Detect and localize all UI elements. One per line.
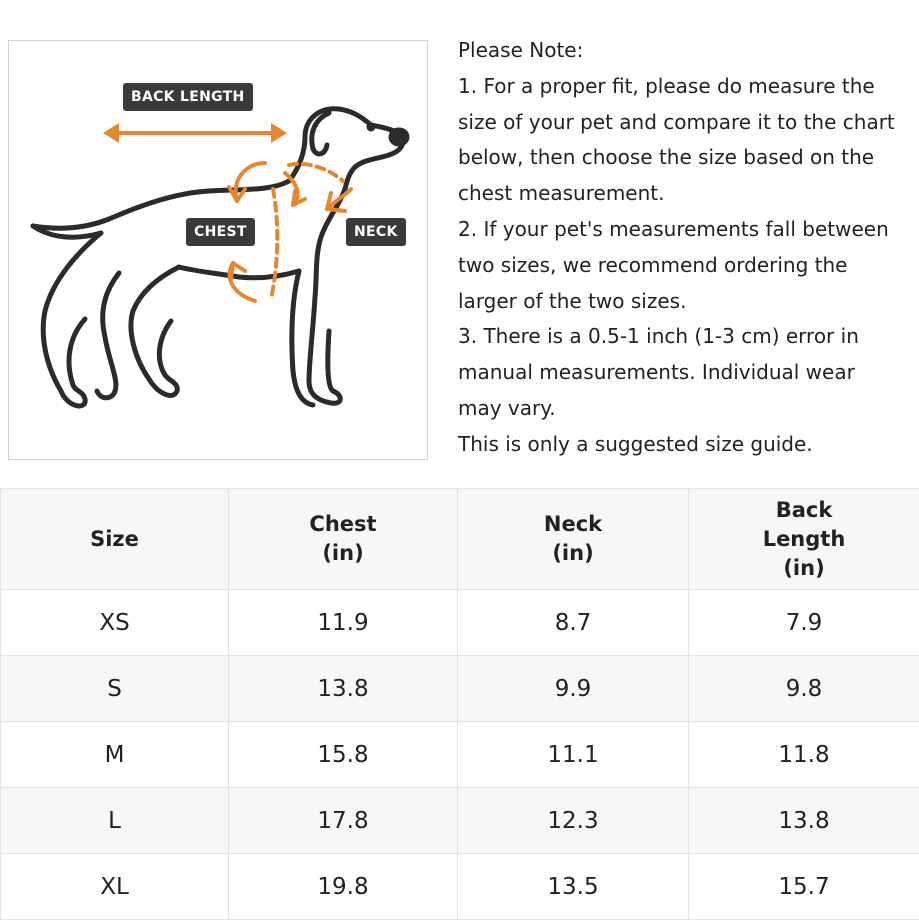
header-back-length: Back Length (in) xyxy=(689,489,919,590)
cell-size: XS xyxy=(1,590,229,656)
notes-line: size of your pet and compare it to the chart xyxy=(458,105,916,141)
chest-label: CHEST xyxy=(186,218,255,246)
cell-size: S xyxy=(1,656,229,722)
notes-heading: Please Note: xyxy=(458,33,916,69)
neck-label: NECK xyxy=(346,218,406,246)
notes-line: larger of the two sizes. xyxy=(458,284,916,320)
cell-chest: 13.8 xyxy=(229,656,458,722)
notes-line: 1. For a proper fit, please do measure the xyxy=(458,69,916,105)
header-chest: Chest (in) xyxy=(229,489,458,590)
measurement-diagram xyxy=(8,40,428,460)
size-notes xyxy=(458,33,916,463)
header-neck: Neck (in) xyxy=(458,489,689,590)
notes-line: manual measurements. Individual wear xyxy=(458,355,916,391)
cell-neck: 8.7 xyxy=(458,590,689,656)
cell-neck: 12.3 xyxy=(458,788,689,854)
table-header-row xyxy=(1,489,919,590)
notes-line: 3. There is a 0.5-1 inch (1-3 cm) error in xyxy=(458,319,916,355)
notes-line: chest measurement. xyxy=(458,176,916,212)
cell-back-length: 15.7 xyxy=(689,854,919,920)
notes-line: two sizes, we recommend ordering the xyxy=(458,248,916,284)
cell-size: L xyxy=(1,788,229,854)
notes-line: 2. If your pet's measurements fall between xyxy=(458,212,916,248)
cell-neck: 11.1 xyxy=(458,722,689,788)
table-row xyxy=(1,590,919,656)
cell-size: XL xyxy=(1,854,229,920)
notes-line: may vary. xyxy=(458,391,916,427)
table-row xyxy=(1,656,919,722)
cell-neck: 13.5 xyxy=(458,854,689,920)
size-chart-table xyxy=(0,488,919,920)
cell-chest: 11.9 xyxy=(229,590,458,656)
table-row xyxy=(1,854,919,920)
cell-back-length: 11.8 xyxy=(689,722,919,788)
table-row xyxy=(1,722,919,788)
header-size: Size xyxy=(1,489,229,590)
cell-chest: 17.8 xyxy=(229,788,458,854)
back-length-label: BACK LENGTH xyxy=(123,83,253,111)
cell-back-length: 7.9 xyxy=(689,590,919,656)
cell-back-length: 13.8 xyxy=(689,788,919,854)
cell-size: M xyxy=(1,722,229,788)
cell-back-length: 9.8 xyxy=(689,656,919,722)
notes-footer: This is only a suggested size guide. xyxy=(458,427,916,463)
table-row xyxy=(1,788,919,854)
cell-chest: 15.8 xyxy=(229,722,458,788)
cell-chest: 19.8 xyxy=(229,854,458,920)
cell-neck: 9.9 xyxy=(458,656,689,722)
notes-line: below, then choose the size based on the xyxy=(458,140,916,176)
